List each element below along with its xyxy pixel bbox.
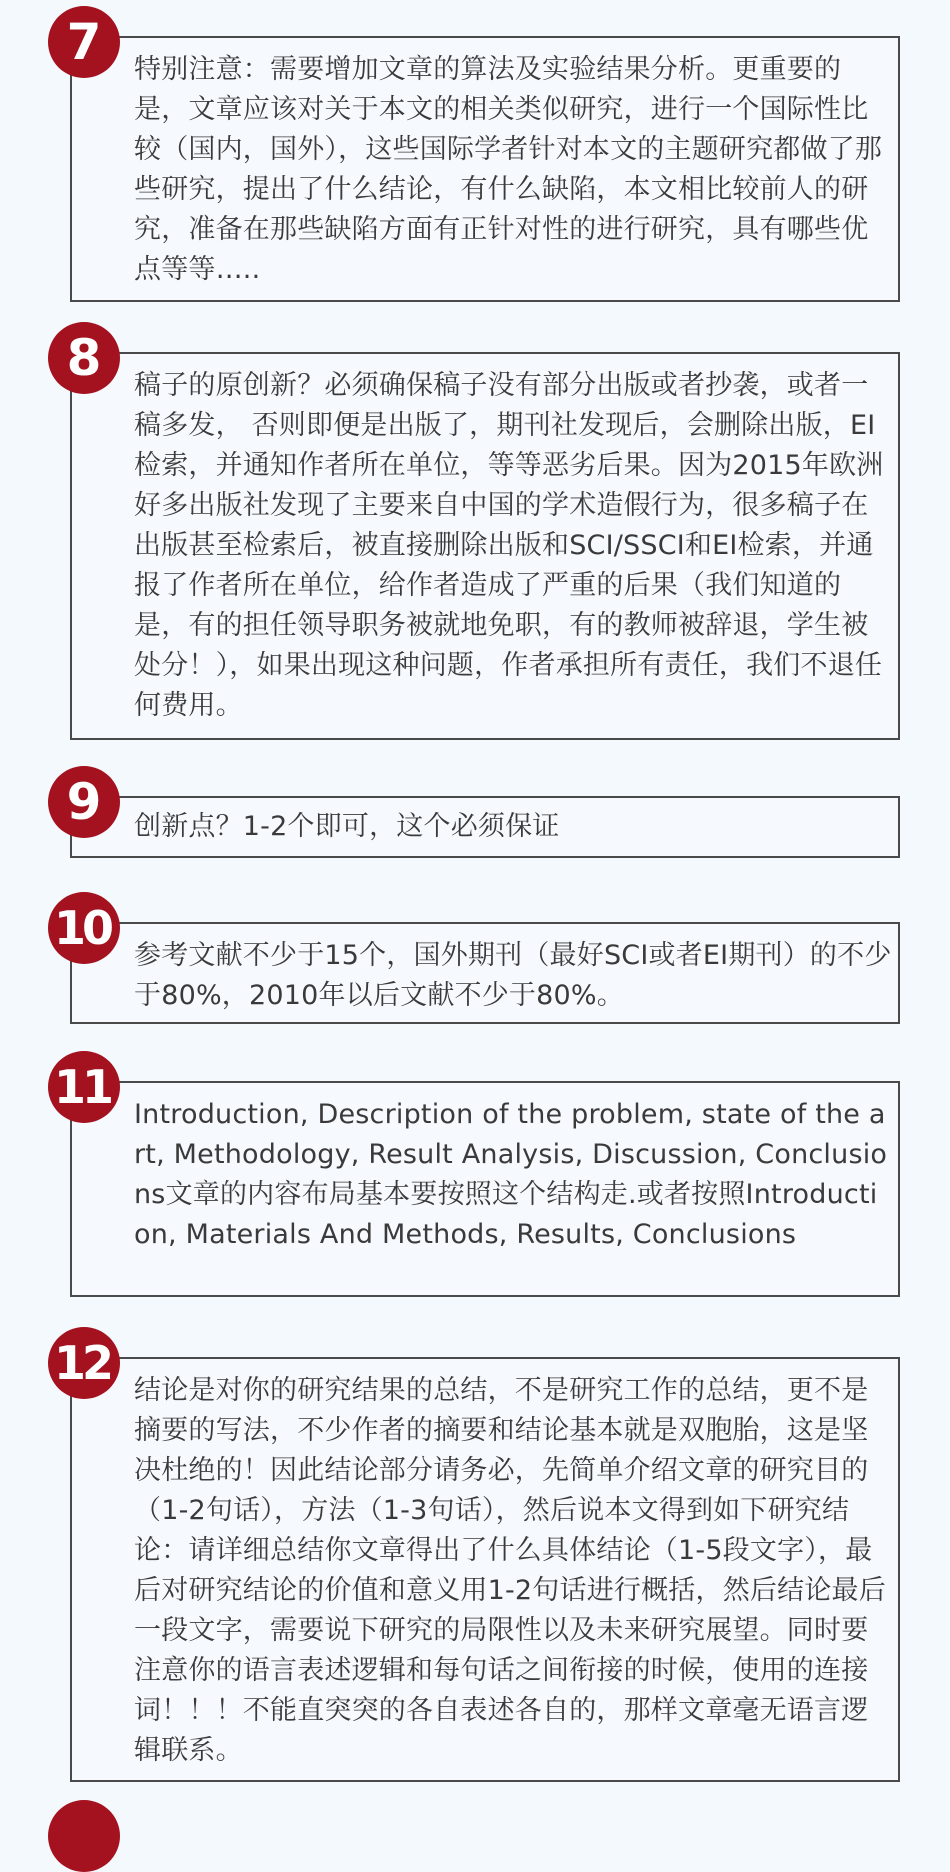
number-badge-12: 12	[48, 1327, 120, 1399]
number-badge-8: 8	[48, 322, 120, 394]
note-text-7: 特别注意：需要增加文章的算法及实验结果分析。更重要的是，文章应该对关于本文的相关类似研究，进行一个国际性比较（国内，国外），这些国际学者针对本文的主题研究都做了那些研究，提出了什么结论，有什么缺陷，本文相比较前人的研究，准备在那些缺陷方面有正针对性的进行研究，具有哪些优点等等…..	[134, 54, 883, 285]
note-box-9	[70, 796, 900, 858]
next-badge-partial	[48, 1800, 120, 1872]
note-text-10: 参考文献不少于15个，国外期刊（最好SCI或者EI期刊）的不少于80%，2010年以后文献不少于80%。	[134, 940, 892, 1011]
note-box-8	[70, 352, 900, 740]
number-badge-10: 10	[48, 892, 120, 964]
number-badge-11: 11	[48, 1051, 120, 1123]
note-text-11: Introduction, Description of the problem, state of the art, Methodology, Result Analysis, Discussion, Conclusions文章的内容布局基本要按照这个结构走.或者按照Introduction, Materials And Methods, Results, Conclusions	[134, 1099, 888, 1250]
note-text-9: 创新点？1-2个即可，这个必须保证	[134, 811, 560, 842]
number-badge-9: 9	[48, 766, 120, 838]
note-box-12	[70, 1357, 900, 1782]
note-box-11	[70, 1081, 900, 1297]
note-box-10	[70, 922, 900, 1024]
note-box-7	[70, 36, 900, 302]
number-badge-7: 7	[48, 6, 120, 78]
note-text-12: 结论是对你的研究结果的总结，不是研究工作的总结，更不是摘要的写法，不少作者的摘要和结论基本就是双胞胎，这是坚决杜绝的！因此结论部分请务必，先简单介绍文章的研究目的（1-2句话），方法（1-3句话），然后说本文得到如下研究结论：请详细总结你文章得出了什么具体结论（1-5段文字），最后对研究结论的价值和意义用1-2句话进行概括，然后结论最后一段文字，需要说下研究的局限性以及未来研究展望。同时要注意你的语言表述逻辑和每句话之间衔接的时候，使用的连接词！！！不能直突突的各自表述各自的，那样文章毫无语言逻辑联系。	[134, 1375, 886, 1766]
note-text-8: 稿子的原创新？必须确保稿子没有部分出版或者抄袭，或者一稿多发， 否则即便是出版了，期刊社发现后，会删除出版，EI检索，并通知作者所在单位，等等恶劣后果。因为2015年欧洲好多出版社发现了主要来自中国的学术造假行为，很多稿子在出版甚至检索后，被直接删除出版和SCI/SSCI和EI检索，并通报了作者所在单位，给作者造成了严重的后果（我们知道的是，有的担任领导职务被就地免职，有的教师被辞退，学生被处分！），如果出现这种问题，作者承担所有责任，我们不退任何费用。	[134, 370, 884, 721]
